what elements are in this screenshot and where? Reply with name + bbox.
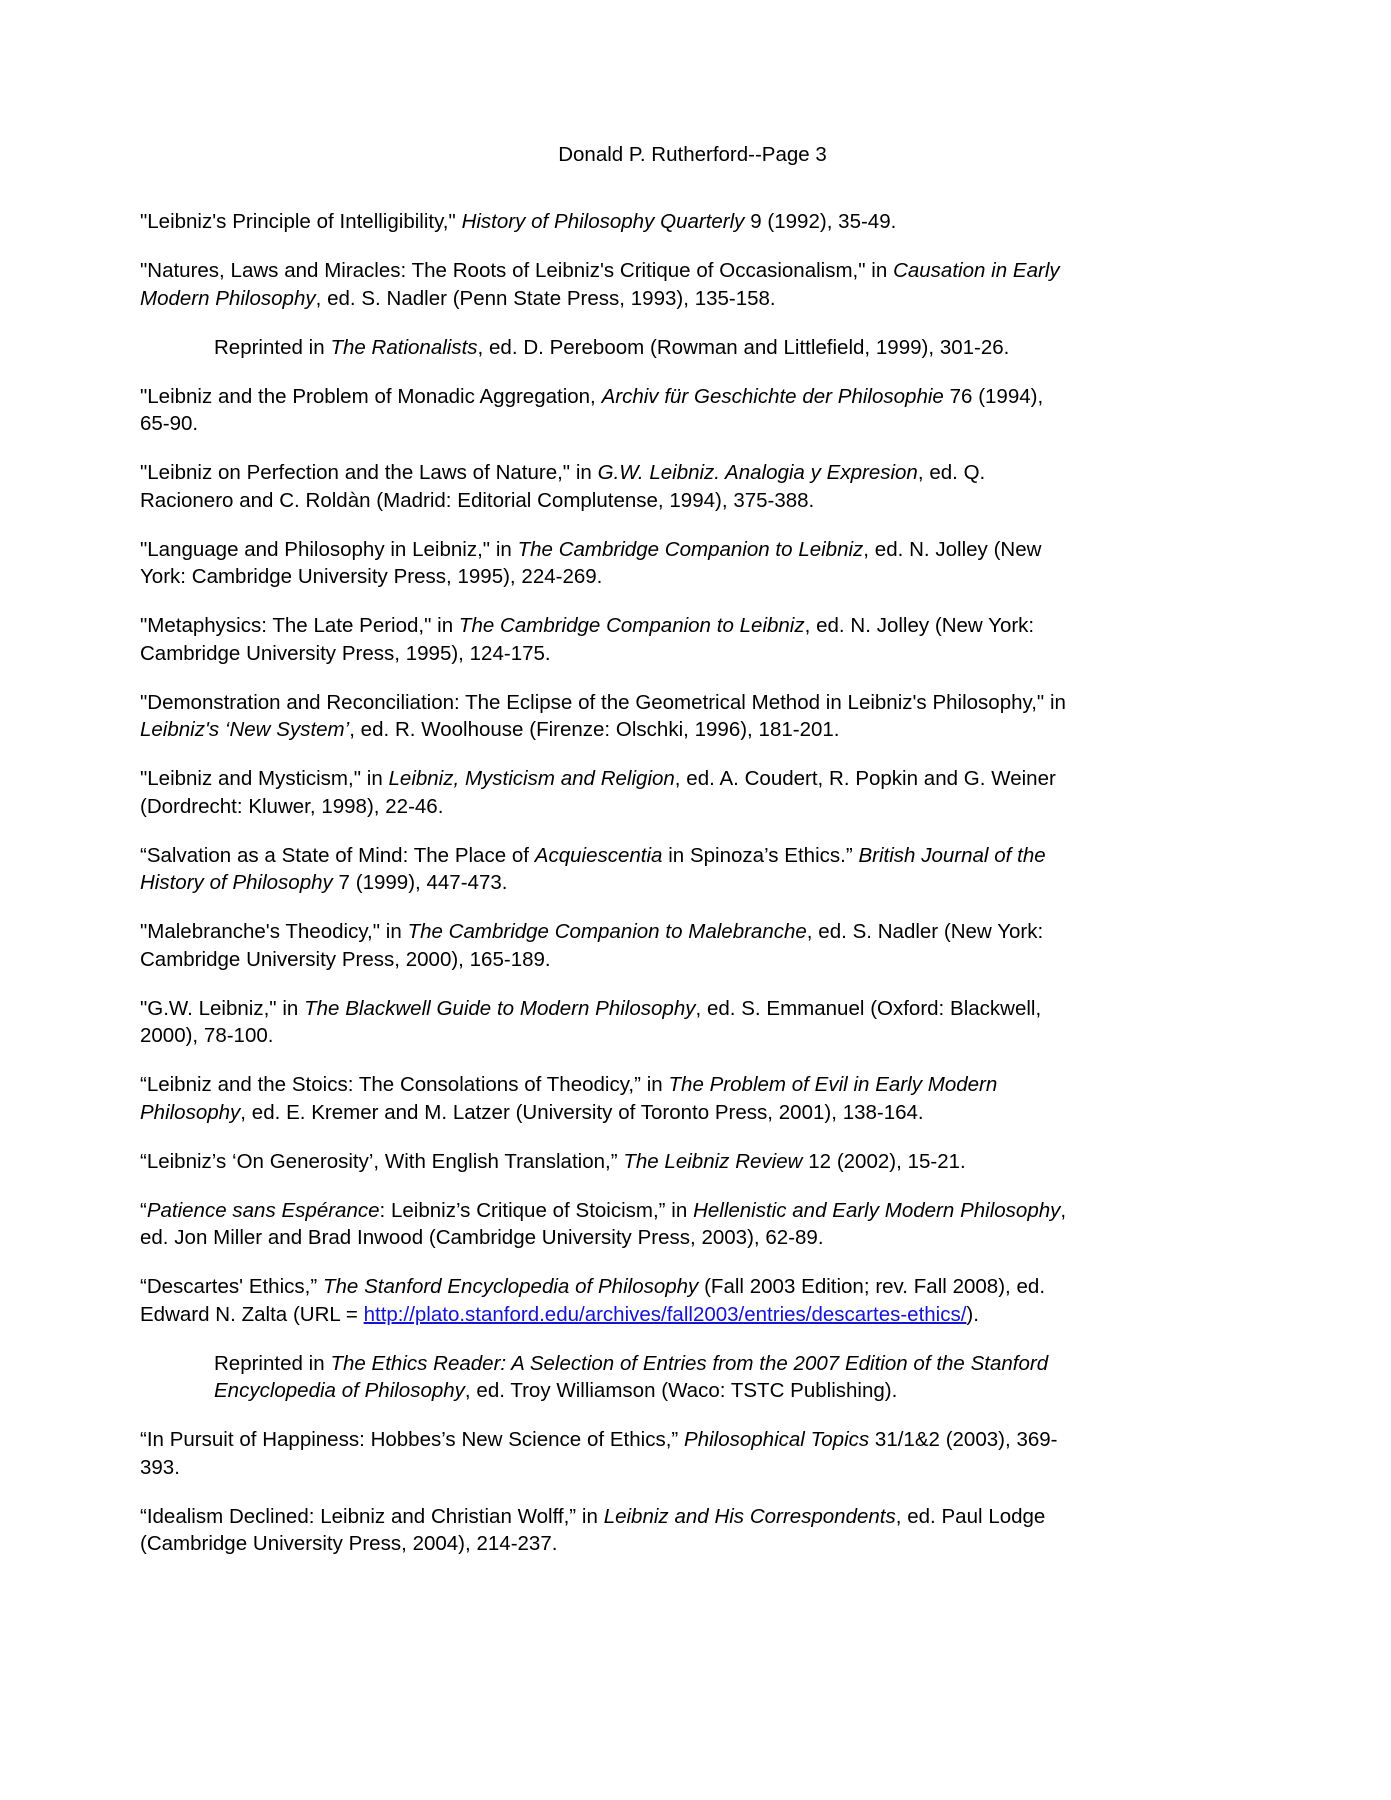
- text-run: , ed. Jon Miller and Brad Inwood (Cambridge University Press, 2003), 62-89.: [140, 1198, 1067, 1249]
- page-header: Donald P. Rutherford--Page 3: [558, 143, 827, 166]
- text-run: "Leibniz and the Problem of Monadic Aggregation,: [140, 384, 602, 408]
- italic-title-run: The Cambridge Companion to Leibniz: [458, 614, 805, 637]
- entry-language-and-philosophy: [140, 536, 1078, 591]
- italic-title-run: The Cambridge Companion to Malebranche: [407, 920, 807, 943]
- text-run: , ed. R. Woolhouse (Firenze: Olschki, 1996), 181-201.: [349, 718, 840, 741]
- text-run: , ed. N. Jolley (New York: Cambridge University Press, 1995), 124-175.: [140, 614, 1035, 665]
- italic-title-run: Hellenistic and Early Modern Philosophy: [693, 1198, 1061, 1222]
- entry-perfection-and-laws-of-nature: [140, 459, 1078, 514]
- italic-title-run: British Journal of the History of Philosophy: [140, 843, 1046, 894]
- text-run: “Leibniz’s ‘On Generosity’, With English Translation,”: [140, 1149, 624, 1173]
- entry-monadic-aggregation: [140, 383, 1078, 438]
- text-run: "Language and Philosophy in Leibniz," in: [140, 537, 518, 561]
- text-run: “Salvation as a State of Mind: The Place of: [140, 843, 535, 867]
- text-run: “: [140, 1198, 147, 1222]
- italic-title-run: Archiv für Geschichte der Philosophie: [601, 384, 944, 408]
- text-run: 9 (1992), 35-49.: [744, 210, 897, 233]
- entry-descartes-ethics: [140, 1273, 1078, 1328]
- text-run: , ed. A. Coudert, R. Popkin and G. Weiner (Dordrecht: Kluwer, 1998), 22-46.: [140, 767, 1056, 818]
- entry-leibniz-and-the-stoics: [140, 1071, 1078, 1126]
- text-run: "Leibniz on Perfection and the Laws of Nature," in: [140, 461, 598, 484]
- text-run: ).: [966, 1302, 979, 1326]
- text-run: , ed. Troy Williamson (Waco: TSTC Publishing).: [464, 1379, 898, 1402]
- italic-title-run: Leibniz, Mysticism and Religion: [388, 767, 675, 790]
- entry-metaphysics-late-period: [140, 612, 1078, 667]
- entry-reprint-ethics-reader: [214, 1350, 1078, 1405]
- italic-title-run: Leibniz's ‘New System’: [140, 718, 350, 741]
- text-run: "Demonstration and Reconciliation: The Eclipse of the Geometrical Method in Leibniz's Philosophy," in: [140, 690, 1066, 714]
- text-run: "Malebranche's Theodicy," in: [140, 920, 408, 943]
- text-run: 7 (1999), 447-473.: [332, 871, 508, 894]
- italic-title-run: The Cambridge Companion to Leibniz: [517, 537, 864, 561]
- text-run: “Descartes' Ethics,”: [140, 1275, 323, 1298]
- entry-demonstration-and-reconciliation: [140, 689, 1078, 744]
- italic-title-run: The Ethics Reader: A Selection of Entries from the 2007 Edition of the Stanford Encyclopedia of Philosophy: [214, 1351, 1049, 1402]
- entry-in-pursuit-of-happiness: [140, 1426, 1078, 1481]
- italic-title-run: Patience sans Espérance: [146, 1198, 380, 1222]
- entry-on-generosity: [140, 1148, 1078, 1176]
- entry-reprint-rationalists: [214, 334, 1078, 362]
- text-run: , ed. D. Pereboom (Rowman and Littlefield, 1999), 301-26.: [477, 335, 1010, 359]
- entry-natures-laws-and-miracles: [140, 257, 1078, 312]
- text-run: : Leibniz’s Critique of Stoicism,” in: [379, 1198, 694, 1222]
- text-run: "Leibniz's Principle of Intelligibility,": [140, 210, 462, 233]
- text-run: , ed. Q. Racionero and C. Roldàn (Madrid: Editorial Complutense, 1994), 375-388.: [140, 461, 986, 512]
- italic-title-run: The Leibniz Review: [623, 1149, 803, 1173]
- text-run: "Leibniz and Mysticism," in: [140, 767, 389, 790]
- entry-principle-of-intelligibility: [140, 208, 1078, 236]
- text-run: , ed. Paul Lodge (Cambridge University Press, 2004), 214-237.: [140, 1504, 1046, 1555]
- text-run: “Leibniz and the Stoics: The Consolations of Theodicy,” in: [140, 1073, 669, 1096]
- text-run: "Natures, Laws and Miracles: The Roots of Leibniz's Critique of Occasionalism," in: [140, 259, 894, 282]
- text-run: "Metaphysics: The Late Period," in: [140, 614, 459, 637]
- italic-title-run: The Stanford Encyclopedia of Philosophy: [322, 1275, 699, 1298]
- italic-title-run: History of Philosophy Quarterly: [461, 210, 745, 233]
- entry-salvation-as-a-state-of-mind: [140, 842, 1078, 897]
- text-run: Reprinted in: [214, 335, 331, 359]
- italic-title-run: The Blackwell Guide to Modern Philosophy: [304, 996, 696, 1020]
- entry-gw-leibniz-blackwell: [140, 995, 1078, 1050]
- entry-patience-sans-esperance: [140, 1197, 1078, 1252]
- entry-leibniz-and-mysticism: [140, 765, 1078, 820]
- italic-title-run: Philosophical Topics: [684, 1428, 870, 1451]
- entry-malebranches-theodicy: [140, 918, 1078, 973]
- text-run: in Spinoza’s Ethics.”: [662, 843, 859, 867]
- text-run: "G.W. Leibniz," in: [140, 996, 305, 1020]
- text-run: 31/1&2 (2003), 369-393.: [140, 1428, 1058, 1479]
- text-run: “In Pursuit of Happiness: Hobbes’s New Science of Ethics,”: [140, 1428, 685, 1451]
- text-run: “Idealism Declined: Leibniz and Christian Wolff,” in: [140, 1504, 604, 1528]
- text-run: , ed. S. Nadler (New York: Cambridge University Press, 2000), 165-189.: [140, 920, 1044, 971]
- italic-title-run: Causation in Early Modern Philosophy: [140, 259, 1060, 310]
- italic-title-run: Leibniz and His Correspondents: [603, 1504, 896, 1528]
- bibliography-list: [140, 208, 1078, 1579]
- entry-idealism-declined: [140, 1503, 1078, 1558]
- italic-title-run: G.W. Leibniz. Analogia y Expresion: [597, 461, 918, 484]
- text-run: , ed. N. Jolley (New York: Cambridge University Press, 1995), 224-269.: [140, 537, 1042, 588]
- text-run: , ed. S. Nadler (Penn State Press, 1993), 135-158.: [315, 286, 776, 310]
- text-run: (Fall 2003 Edition; rev. Fall 2008), ed. Edward N. Zalta (URL =: [140, 1275, 1046, 1326]
- text-run: 76 (1994), 65-90.: [140, 384, 1044, 435]
- text-run: Reprinted in: [214, 1351, 331, 1375]
- italic-title-run: The Rationalists: [330, 335, 478, 359]
- text-run: , ed. E. Kremer and M. Latzer (University of Toronto Press, 2001), 138-164.: [240, 1100, 924, 1124]
- italic-title-run: The Problem of Evil in Early Modern Philosophy: [140, 1073, 998, 1124]
- external-url-link[interactable]: http://plato.stanford.edu/archives/fall2003/entries/descartes-ethics/: [363, 1302, 967, 1326]
- italic-title-run: Acquiescentia: [534, 843, 663, 867]
- text-run: , ed. S. Emmanuel (Oxford: Blackwell, 2000), 78-100.: [140, 996, 1042, 1047]
- text-run: 12 (2002), 15-21.: [802, 1149, 966, 1173]
